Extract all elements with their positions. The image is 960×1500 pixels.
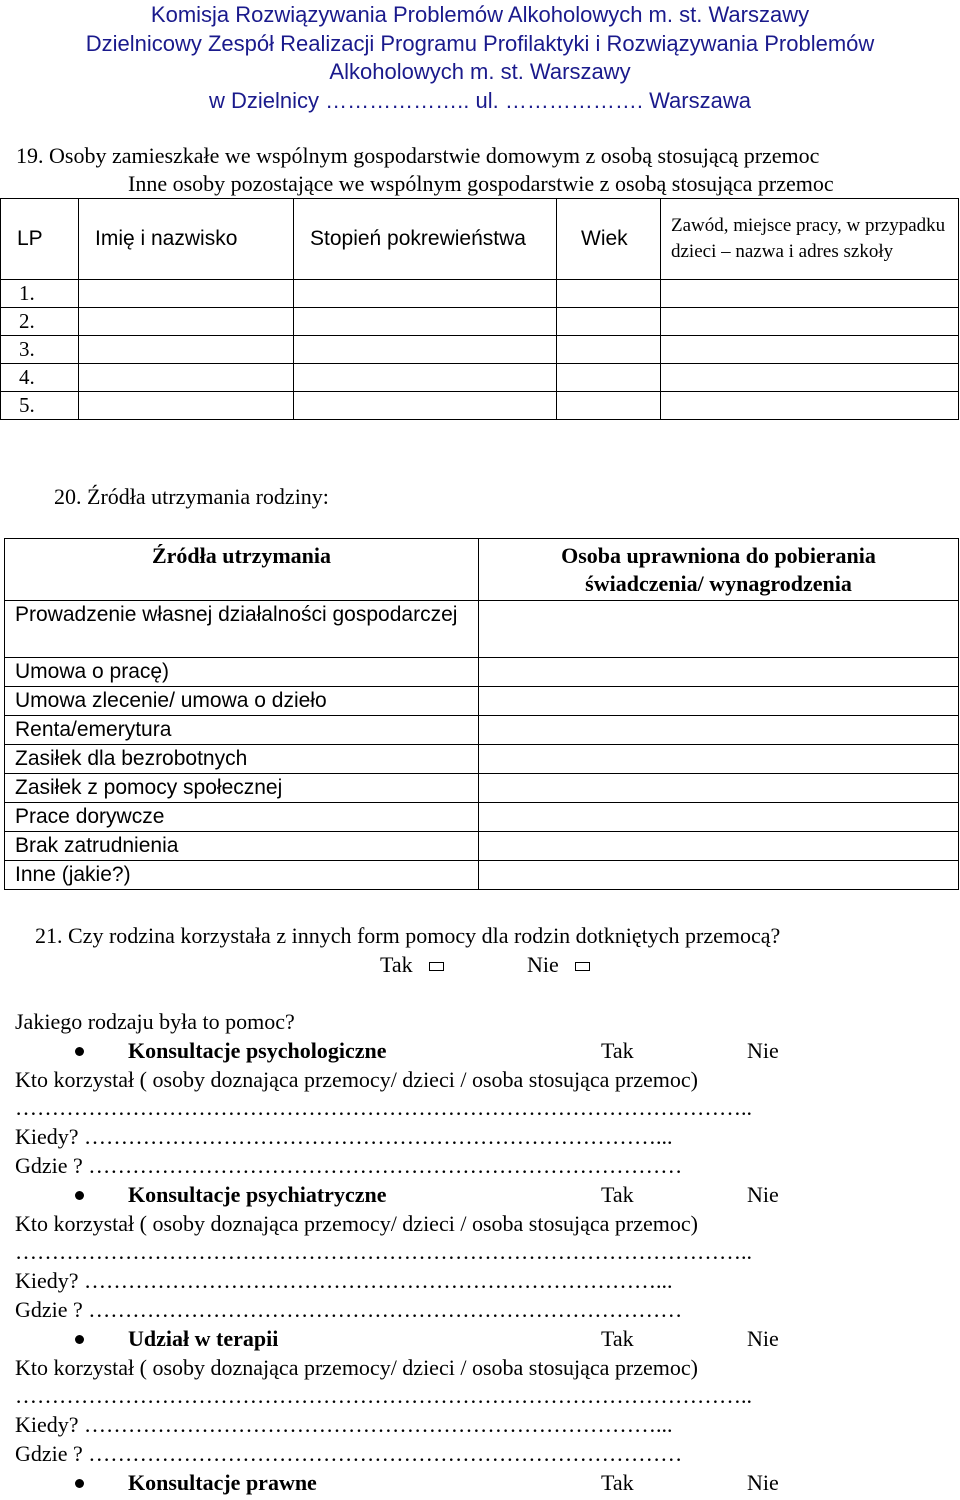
header-address: w Dzielnicy ……………….. ul. ………………. Warszawa xyxy=(209,88,751,113)
table-header-row xyxy=(5,539,959,601)
help-item-yes[interactable]: Tak xyxy=(601,1182,634,1207)
table-row xyxy=(1,336,959,364)
name-cell[interactable] xyxy=(79,364,294,392)
occupation-cell[interactable] xyxy=(661,364,959,392)
who-used-label: Kto korzystał ( osoby doznająca przemocy/ dzieci / osoba stosująca przemoc) xyxy=(15,1211,698,1236)
income-sources-table xyxy=(4,538,959,890)
help-item-name: Udział w terapii xyxy=(128,1326,279,1351)
age-cell[interactable] xyxy=(557,308,661,336)
help-item-name: Konsultacje psychiatryczne xyxy=(128,1182,387,1207)
row-number: 3. xyxy=(1,336,79,364)
help-item-yes[interactable]: Tak xyxy=(601,1470,634,1495)
help-item-yes[interactable]: Tak xyxy=(601,1326,634,1351)
source-label: Prace dorywcze xyxy=(5,803,479,832)
age-cell[interactable] xyxy=(557,280,661,308)
source-label: Renta/emerytura xyxy=(5,716,479,745)
entitled-person-cell[interactable] xyxy=(479,687,959,716)
table-row xyxy=(1,280,959,308)
bullet-icon xyxy=(75,1191,84,1200)
entitled-person-cell[interactable] xyxy=(479,774,959,803)
relation-cell[interactable] xyxy=(294,364,557,392)
table-row xyxy=(5,774,959,803)
help-item-name: Konsultacje prawne xyxy=(128,1470,317,1495)
col-relation: Stopień pokrewieństwa xyxy=(294,199,557,280)
name-cell[interactable] xyxy=(79,280,294,308)
source-label: Brak zatrudnienia xyxy=(5,832,479,861)
who-used-field[interactable]: ……………………………………………………………………………………….. xyxy=(15,1095,752,1120)
entitled-person-cell[interactable] xyxy=(479,658,959,687)
q21-title: 21. Czy rodzina korzystała z innych form pomocy dla rodzin dotkniętych przemocą? xyxy=(35,923,781,948)
relation-cell[interactable] xyxy=(294,336,557,364)
yes-label: Tak xyxy=(380,952,413,977)
col-age: Wiek xyxy=(557,199,661,280)
col-lp: LP xyxy=(1,199,79,280)
q20-title: 20. Źródła utrzymania rodziny: xyxy=(54,484,329,509)
when-field[interactable]: Kiedy? ……………………………………………………………………... xyxy=(15,1268,673,1293)
bullet-icon xyxy=(75,1047,84,1056)
when-field[interactable]: Kiedy? ……………………………………………………………………... xyxy=(15,1124,673,1149)
who-used-label: Kto korzystał ( osoby doznająca przemocy/ dzieci / osoba stosująca przemoc) xyxy=(15,1067,698,1092)
col-sources: Źródła utrzymania xyxy=(5,539,479,601)
occupation-cell[interactable] xyxy=(661,392,959,420)
table-row xyxy=(5,745,959,774)
entitled-person-cell[interactable] xyxy=(479,745,959,774)
table-row xyxy=(5,687,959,716)
bullet-icon xyxy=(75,1335,84,1344)
source-label: Umowa o pracę) xyxy=(5,658,479,687)
who-used-field[interactable]: ……………………………………………………………………………………….. xyxy=(15,1383,752,1408)
household-members-table xyxy=(0,198,959,420)
table-row xyxy=(1,308,959,336)
q19-subtitle: Inne osoby pozostające we wspólnym gospodarstwie z osobą stosująca przemoc xyxy=(128,171,834,196)
who-used-label: Kto korzystał ( osoby doznająca przemocy/ dzieci / osoba stosująca przemoc) xyxy=(15,1355,698,1380)
entitled-person-cell[interactable] xyxy=(479,716,959,745)
occupation-cell[interactable] xyxy=(661,280,959,308)
checkbox-icon[interactable] xyxy=(575,962,590,971)
help-item-no[interactable]: Nie xyxy=(747,1470,779,1495)
relation-cell[interactable] xyxy=(294,308,557,336)
help-kind-question: Jakiego rodzaju była to pomoc? xyxy=(15,1009,295,1034)
q21-yes-option[interactable] xyxy=(380,952,444,978)
entitled-person-cell[interactable] xyxy=(479,832,959,861)
help-item-no[interactable]: Nie xyxy=(747,1326,779,1351)
table-row xyxy=(5,832,959,861)
col-occupation: Zawód, miejsce pracy, w przypadku dzieci – nazwa i adres szkoły xyxy=(661,199,959,280)
row-number: 5. xyxy=(1,392,79,420)
name-cell[interactable] xyxy=(79,392,294,420)
entitled-person-cell[interactable] xyxy=(479,601,959,658)
where-field[interactable]: Gdzie ? ……………………………………………………………………… xyxy=(15,1153,683,1178)
age-cell[interactable] xyxy=(557,364,661,392)
no-label: Nie xyxy=(527,952,559,977)
row-number: 1. xyxy=(1,280,79,308)
table-header-row xyxy=(1,199,959,280)
col-entitled-person: Osoba uprawniona do pobierania świadczenia/ wynagrodzenia xyxy=(479,539,959,601)
row-number: 2. xyxy=(1,308,79,336)
when-field[interactable]: Kiedy? ……………………………………………………………………... xyxy=(15,1412,673,1437)
table-row xyxy=(5,658,959,687)
table-row xyxy=(5,861,959,890)
table-row xyxy=(5,803,959,832)
col-name: Imię i nazwisko xyxy=(79,199,294,280)
where-field[interactable]: Gdzie ? ……………………………………………………………………… xyxy=(15,1297,683,1322)
occupation-cell[interactable] xyxy=(661,336,959,364)
where-field[interactable]: Gdzie ? ……………………………………………………………………… xyxy=(15,1441,683,1466)
row-number: 4. xyxy=(1,364,79,392)
q21-no-option[interactable] xyxy=(527,952,590,978)
age-cell[interactable] xyxy=(557,336,661,364)
q19-title: 19. Osoby zamieszkałe we wspólnym gospodarstwie domowym z osobą stosującą przemoc xyxy=(16,143,820,168)
table-row xyxy=(5,601,959,658)
relation-cell[interactable] xyxy=(294,392,557,420)
who-used-field[interactable]: ……………………………………………………………………………………….. xyxy=(15,1239,752,1264)
table-row xyxy=(1,364,959,392)
occupation-cell[interactable] xyxy=(661,308,959,336)
help-item-no[interactable]: Nie xyxy=(747,1182,779,1207)
table-row xyxy=(1,392,959,420)
bullet-icon xyxy=(75,1479,84,1488)
header-team: Dzielnicowy Zespół Realizacji Programu Profilaktyki i Rozwiązywania Problemów xyxy=(85,31,875,56)
age-cell[interactable] xyxy=(557,392,661,420)
name-cell[interactable] xyxy=(79,336,294,364)
source-label: Inne (jakie?) xyxy=(5,861,479,890)
checkbox-icon[interactable] xyxy=(429,962,444,971)
help-item-no[interactable]: Nie xyxy=(747,1038,779,1063)
entitled-person-cell[interactable] xyxy=(479,803,959,832)
help-item-name: Konsultacje psychologiczne xyxy=(128,1038,387,1063)
relation-cell[interactable] xyxy=(294,280,557,308)
source-label: Umowa zlecenie/ umowa o dzieło xyxy=(5,687,479,716)
header-team-cont: Alkoholowych m. st. Warszawy xyxy=(329,59,631,84)
header-institution: Komisja Rozwiązywania Problemów Alkoholowych m. st. Warszawy xyxy=(150,2,810,27)
source-label: Zasiłek dla bezrobotnych xyxy=(5,745,479,774)
source-label: Zasiłek z pomocy społecznej xyxy=(5,774,479,803)
help-item-yes[interactable]: Tak xyxy=(601,1038,634,1063)
source-label: Prowadzenie własnej działalności gospodarczej xyxy=(5,601,479,658)
name-cell[interactable] xyxy=(79,308,294,336)
table-row xyxy=(5,716,959,745)
entitled-person-cell[interactable] xyxy=(479,861,959,890)
